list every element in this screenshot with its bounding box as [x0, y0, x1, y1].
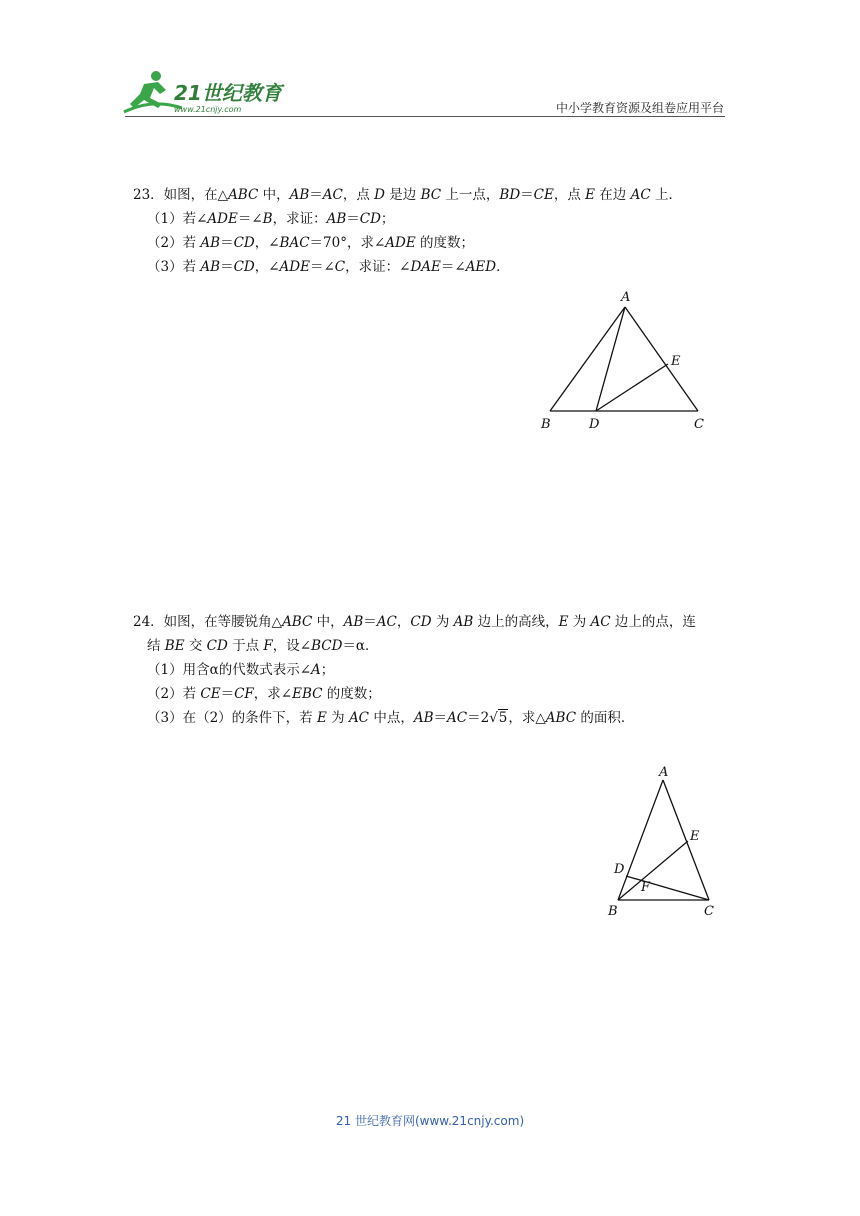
q24-stem-line-1: 24．如图，在等腰锐角△ABC 中，AB＝AC，CD 为 AB 边上的高线，E 为 AC 边上的点，连 — [133, 614, 696, 630]
footer-link[interactable]: 21 世纪教育网(www.21cnjy.com) — [335, 1114, 525, 1128]
label-a: A — [659, 765, 669, 780]
label-c: C — [694, 417, 704, 432]
label-b: B — [608, 904, 618, 919]
segment-ac — [625, 307, 698, 411]
header-platform-text: 中小学教育资源及组卷应用平台 — [555, 101, 724, 115]
q23-part-3: （3）若 AB＝CD，∠ADE＝∠C，求证：∠DAE＝∠AED． — [147, 259, 510, 275]
q24-part-2: （2）若 CE＝CF，求∠EBC 的度数； — [147, 686, 381, 702]
segment-ac — [663, 780, 709, 900]
sqrt-symbol: √ — [489, 710, 498, 726]
question-24 — [133, 610, 733, 730]
label-d: D — [589, 417, 600, 432]
q24-part-3: （3）在（2）的条件下，若 E 为 AC 中点，AB＝AC＝2√5，求△ABC 的面积． — [147, 710, 635, 726]
q24-stem-line-2: 结 BE 交 CD 于点 F，设∠BCD＝α． — [147, 638, 379, 654]
logo-url: www.21cnjy.com — [174, 105, 242, 114]
label-b: B — [541, 417, 551, 432]
question-23 — [133, 183, 733, 279]
label-f: F — [641, 880, 651, 895]
label-e: E — [690, 829, 700, 844]
logo-text: 21世纪教育 — [174, 81, 282, 105]
segment-cd — [626, 876, 709, 900]
q23-part-1: （1）若∠ADE＝∠B，求证：AB＝CD； — [147, 211, 395, 227]
q23-stem: 23．如图，在△ABC 中，AB＝AC，点 D 是边 BC 上一点，BD＝CE，点 E 在边 AC 上． — [133, 187, 682, 203]
site-logo — [122, 68, 297, 118]
q24-part-1: （1）用含α的代数式表示∠A； — [147, 662, 335, 678]
segment-ab — [550, 307, 625, 411]
header-divider — [125, 116, 725, 117]
label-c: C — [704, 904, 714, 919]
q23-triangle-figure — [535, 285, 715, 435]
label-a: A — [621, 290, 631, 305]
label-e: E — [671, 354, 681, 369]
q24-triangle-figure — [600, 760, 730, 925]
q23-part-2: （2）若 AB＝CD，∠BAC＝70°，求∠ADE 的度数； — [147, 235, 475, 251]
label-d: D — [614, 862, 625, 877]
